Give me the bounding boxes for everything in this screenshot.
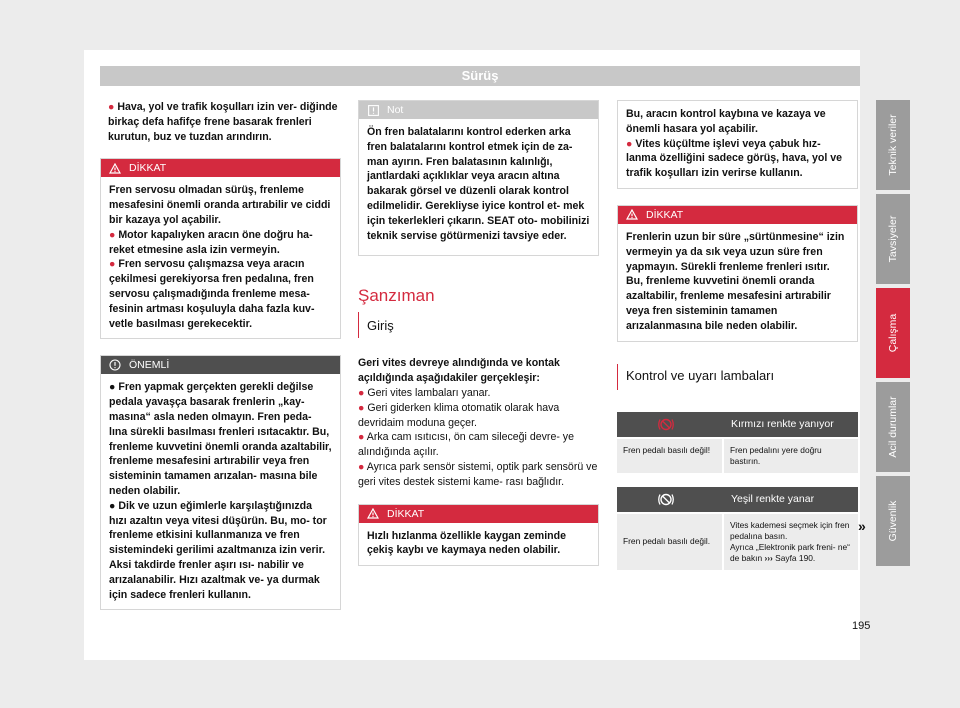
tab-advice[interactable]: Tavsiyeler [876, 194, 910, 284]
intro-content [358, 356, 599, 489]
warning-header: DİKKAT [101, 159, 340, 177]
table-cell: Fren pedalı basılı değil. [617, 514, 724, 570]
continued-warning-box [617, 100, 858, 189]
warning-triangle-icon [626, 209, 638, 221]
ref-arrow-icon: ››› [764, 552, 773, 563]
tab-safety[interactable]: Güvenlik [876, 476, 910, 566]
tab-operation[interactable]: Çalışma [876, 288, 910, 378]
table-header: Kırmızı renkte yanıyor [617, 412, 858, 437]
warning-header: DİKKAT [359, 505, 598, 523]
page-link[interactable]: Sayfa 190. [775, 552, 816, 563]
table-cell: Fren pedalı basılı değil! [617, 439, 724, 473]
warning-bullet: ● Motor kapalıyken aracın öne doğru ha- reket etmesine asla izin vermeyin. [109, 228, 313, 256]
warning-box-1 [100, 158, 341, 339]
bullet-icon: ● [358, 386, 368, 399]
table-cell: Vites kademesi seçmek için fren pedalına basın. Ayrıca „Elektronik park freni- ne“ de bakın ››› Sayfa 190. [724, 514, 858, 570]
important-bullet: ● Dik ve uzun eğimlerle karşılaştığınızda hızı azaltın veya vitesi düşürün. Bu, mo- tor frenleme etkisini kullanmanıza ve fren sistemindeki gerilimi azaltmanıza izin verir. Aksi takdirde frenler aşırı ısı- nabilir ve arızalanabilir. Hızı azaltmak ve- ya durmak için sadece frenleri kullanın. [109, 499, 327, 601]
important-box [100, 355, 341, 610]
tab-technical-data[interactable]: Teknik veriler [876, 100, 910, 190]
intro-bullet: ● Hava, yol ve trafik koşulları izin ver- diğinde birkaç defa hafifçe frene basarak frenleri kurutun, buz ve tuzdan arındırın. [108, 101, 338, 143]
cross-reference: Ayrıca „Elektronik park freni- ne“ de bakın ››› Sayfa 190. [730, 541, 850, 563]
bullet-icon: ● [109, 228, 119, 241]
list-item: ● Geri vites lambaları yanar. [358, 386, 491, 399]
brake-lamp-green-icon [657, 493, 675, 509]
warning-triangle-icon [109, 162, 121, 174]
important-header: ÖNEMLİ [101, 356, 340, 374]
section-transmission [358, 286, 599, 338]
section-subtitle-lamps: Kontrol ve uyarı lambaları [617, 364, 858, 390]
continue-arrow-icon: » [858, 518, 866, 534]
tab-emergencies[interactable]: Acil durumlar [876, 382, 910, 472]
section-title: Şanzıman [358, 286, 435, 306]
bullet-icon: ● [108, 101, 118, 113]
bullet-icon: ● [358, 431, 367, 444]
warning-paragraph: Fren servosu olmadan sürüş, frenleme mesafesini önemli oranda artırabilir ve ciddi bir kazaya yol açabilir. [109, 184, 331, 226]
table-cell: Fren pedalını yere doğru bastırın. [730, 444, 822, 466]
section-subtitle: Giriş [358, 312, 599, 338]
warning-header: DİKKAT [618, 206, 857, 224]
note-icon [367, 104, 379, 116]
table-header: Yeşil renkte yanar [617, 487, 858, 512]
table-row [617, 437, 858, 473]
bullet-icon: ● [358, 401, 368, 414]
table-row [617, 512, 858, 570]
bullet-icon: ● [109, 381, 119, 394]
warning-bullet: ● Fren servosu çalışmazsa veya aracın çekilmesi gerekiyorsa fren pedalına, fren servosu çalışmadığında frenleme mesa- fesinin artması koşuluyla daha fazla kuv- vetle basılması gerekecektir. [109, 258, 315, 330]
info-circle-icon [109, 359, 121, 371]
warning-triangle-icon [367, 508, 379, 520]
note-header: Not [359, 101, 598, 119]
warning-box-3 [617, 205, 858, 342]
warning-box-2 [358, 504, 599, 567]
column-2 [358, 100, 599, 566]
bullet-icon: ● [109, 258, 119, 271]
important-bullet: ● Fren yapmak gerçekten gerekli değilse pedala yavaşça basarak frenlerin „kay- masına“ asla neden olmayın. Fren peda- lına sürekli basılması frenleri ısıtacaktır. Bu, frenleme kuvvetini önemli oranda azaltabilir, frenleme mesafesini artırabilir veya fren sisteminin tamamen arızalan- masına bile neden olabilir. [109, 381, 332, 497]
note-box [358, 100, 599, 256]
list-item: ● Ayrıca park sensör sistemi, optik park sensörü ve geri vites destek sistemi kame- rası bağlıdır. [358, 460, 598, 488]
table-green [617, 487, 858, 570]
page-header: Sürüş [100, 66, 860, 86]
list-item: ● Geri giderken klima otomatik olarak hava devridaim moduna geçer. [358, 401, 560, 429]
continued-bullet: ● Vites küçültme işlevi veya çabuk hız- lanma özelliğini sadece görüş, hava, yol ve trafik koşulları izin verirse kullanın. [626, 137, 843, 180]
brake-lamp-red-icon [657, 418, 675, 434]
column-1 [100, 100, 341, 610]
warning-body: Frenlerin uzun bir süre „sürtünmesine“ izin vermeyin ya da sık veya uzun süre fren yapmayın. Sürekli frenleme frenleri ısıtır. Bu, frenleme kuvvetini önemli oranda azaltabilir, frenleme mesafesini artırabilir veya fren sisteminin tamamen arızalanmasına bile neden olabilir. [626, 230, 845, 332]
lead-text: Geri vites devreye alındığında ve kontak açıldığında aşağıdakiler gerçekleşir: [358, 357, 560, 385]
bullet-icon: ● [626, 137, 636, 150]
page-number: 195 [852, 620, 871, 632]
column-3 [617, 100, 858, 570]
warning-body: Hızlı hızlanma özellikle kaygan zeminde çekiş kaybı ve kaymaya neden olabilir. [367, 529, 566, 557]
note-body: Ön fren balatalarını kontrol ederken arka fren balatalarını kontrol etmek için de za- man ayırın. Fren balatasının kalınlığı, jantlardaki açıklıklar veya aracın altına bakarak görsel ve düzenli olarak kontrol edilmelidir. Gerekliyse iyice kontrol et- mek için tekerlekleri çıkarın. SEAT oto- mobilinizi teknik servise götürmenizi tavsiye eder. [367, 126, 590, 242]
continued-text: Bu, aracın kontrol kaybına ve kazaya ve önemli hasara yol açabilir. [626, 108, 826, 135]
table-red [617, 412, 858, 473]
side-tabs [876, 100, 910, 570]
bullet-icon: ● [358, 460, 367, 473]
list-item: ● Arka cam ısıtıcısı, ön cam sileceği devre- ye alındığında açılır. [358, 431, 575, 459]
bullet-icon: ● [109, 499, 119, 512]
